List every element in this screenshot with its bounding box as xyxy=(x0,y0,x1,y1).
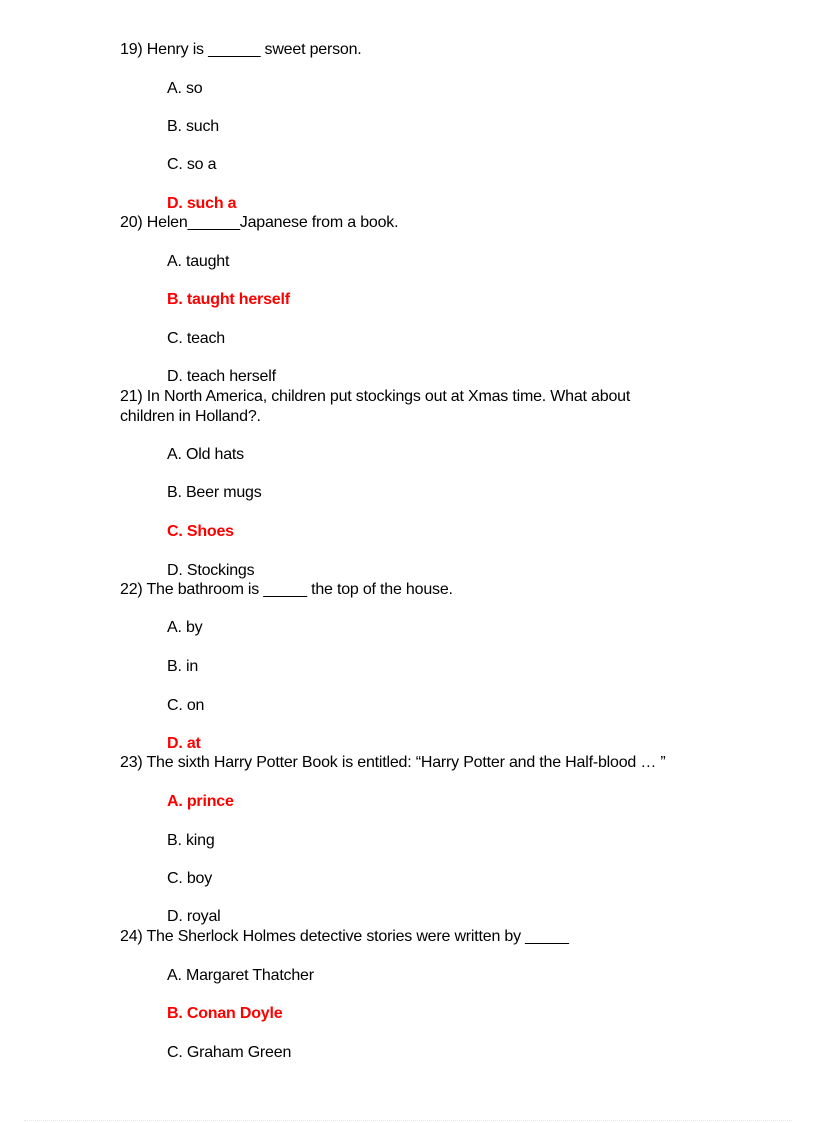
question-21-option-c-correct: C. Shoes xyxy=(167,523,234,540)
question-22-option-c: C. on xyxy=(167,697,205,714)
question-23-option-c: C. boy xyxy=(167,870,213,887)
question-23-text: 23) The sixth Harry Potter Book is entitled: “Harry Potter and the Half-blood … ” xyxy=(120,754,666,771)
question-20-option-c: C. teach xyxy=(167,330,225,347)
question-23-option-b: B. king xyxy=(167,832,215,849)
question-19-text: 19) Henry is ______ sweet person. xyxy=(120,41,362,58)
question-22-option-b: B. in xyxy=(167,658,199,675)
question-21-text-line1: 21) In North America, children put stockings out at Xmas time. What about xyxy=(120,388,631,405)
question-21-option-b: B. Beer mugs xyxy=(167,484,262,501)
question-19-option-b: B. such xyxy=(167,118,219,135)
question-21-option-a: A. Old hats xyxy=(167,446,244,463)
question-20-text: 20) Helen______Japanese from a book. xyxy=(120,214,399,231)
question-21-text-line2: children in Holland?. xyxy=(120,408,261,425)
question-19-option-d-correct: D. such a xyxy=(167,195,237,212)
question-22-option-d-correct: D. at xyxy=(167,735,201,752)
question-24-text: 24) The Sherlock Holmes detective stories were written by _____ xyxy=(120,928,569,945)
question-23-option-d: D. royal xyxy=(167,908,221,925)
question-24-option-c: C. Graham Green xyxy=(167,1044,292,1061)
question-19-option-a: A. so xyxy=(167,80,203,97)
question-20-option-a: A. taught xyxy=(167,253,230,270)
question-22-text: 22) The bathroom is _____ the top of the house. xyxy=(120,581,453,598)
question-20-option-b-correct: B. taught herself xyxy=(167,291,290,308)
question-24-option-b-correct: B. Conan Doyle xyxy=(167,1005,283,1022)
question-24-option-a: A. Margaret Thatcher xyxy=(167,967,314,984)
question-23-option-a-correct: A. prince xyxy=(167,793,234,810)
question-19-option-c: C. so a xyxy=(167,156,217,173)
question-22-option-a: A. by xyxy=(167,619,203,636)
question-20-option-d: D. teach herself xyxy=(167,368,276,385)
question-21-option-d: D. Stockings xyxy=(167,562,255,579)
page-bottom-divider xyxy=(24,1120,792,1121)
